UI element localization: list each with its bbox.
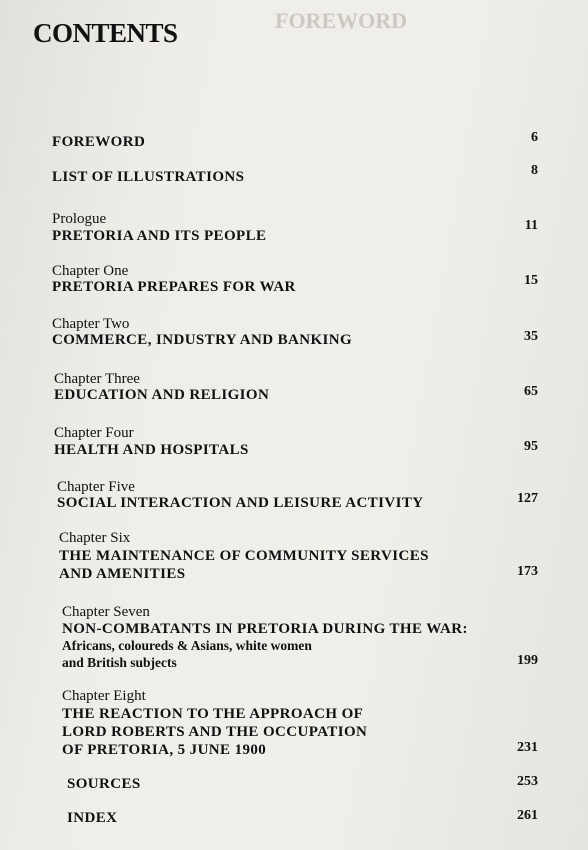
entry-title: SOCIAL INTERACTION AND LEISURE ACTIVITY bbox=[57, 495, 424, 511]
entry-prefix: Prologue bbox=[52, 211, 107, 227]
entry-prefix: Chapter Three bbox=[54, 371, 140, 387]
entry-page-number: 199 bbox=[517, 653, 538, 668]
entry-page-number: 173 bbox=[517, 564, 538, 579]
entry-page-number: 11 bbox=[524, 218, 538, 233]
entry-title: THE MAINTENANCE OF COMMUNITY SERVICES AND AMENITIES bbox=[59, 548, 429, 582]
entry-title: LIST OF ILLUSTRATIONS bbox=[52, 169, 245, 185]
entry-page-number: 231 bbox=[517, 740, 538, 755]
entry-title: SOURCES bbox=[67, 776, 141, 792]
entry-page-number: 65 bbox=[524, 384, 538, 399]
entry-title: FOREWORD bbox=[52, 134, 146, 150]
entry-page-number: 8 bbox=[531, 163, 538, 178]
entry-title: COMMERCE, INDUSTRY AND BANKING bbox=[52, 332, 353, 348]
entry-prefix: Chapter Six bbox=[59, 530, 131, 546]
entry-page-number: 261 bbox=[517, 808, 538, 823]
entry-prefix: Chapter Five bbox=[57, 479, 135, 495]
entry-title: NON-COMBATANTS IN PRETORIA DURING THE WAR: bbox=[62, 621, 468, 637]
entry-page-number: 6 bbox=[531, 130, 538, 145]
entry-subtitle: Africans, coloureds & Asians, white women and British subjects bbox=[62, 638, 312, 670]
entry-prefix: Chapter Two bbox=[52, 316, 130, 332]
entry-title: EDUCATION AND RELIGION bbox=[54, 387, 270, 403]
entry-page-number: 127 bbox=[517, 491, 538, 506]
entry-page-number: 95 bbox=[524, 439, 538, 454]
entry-title: INDEX bbox=[67, 810, 118, 826]
entry-prefix: Chapter Eight bbox=[62, 688, 146, 704]
entry-prefix: Chapter Seven bbox=[62, 604, 150, 620]
entry-page-number: 15 bbox=[524, 273, 538, 288]
entry-prefix: Chapter One bbox=[52, 263, 129, 279]
entry-title: HEALTH AND HOSPITALS bbox=[54, 442, 249, 458]
entry-title: PRETORIA AND ITS PEOPLE bbox=[52, 228, 267, 244]
entry-page-number: 253 bbox=[517, 774, 538, 789]
show-through-text: FOREWORD bbox=[275, 8, 407, 33]
page-title: CONTENTS bbox=[33, 18, 178, 48]
entry-title: THE REACTION TO THE APPROACH OF LORD ROBERTS AND THE OCCUPATION OF PRETORIA, 5 JUNE 1900 bbox=[62, 706, 368, 758]
entry-title: PRETORIA PREPARES FOR WAR bbox=[52, 279, 296, 295]
entry-page-number: 35 bbox=[524, 329, 538, 344]
entry-prefix: Chapter Four bbox=[54, 425, 134, 441]
